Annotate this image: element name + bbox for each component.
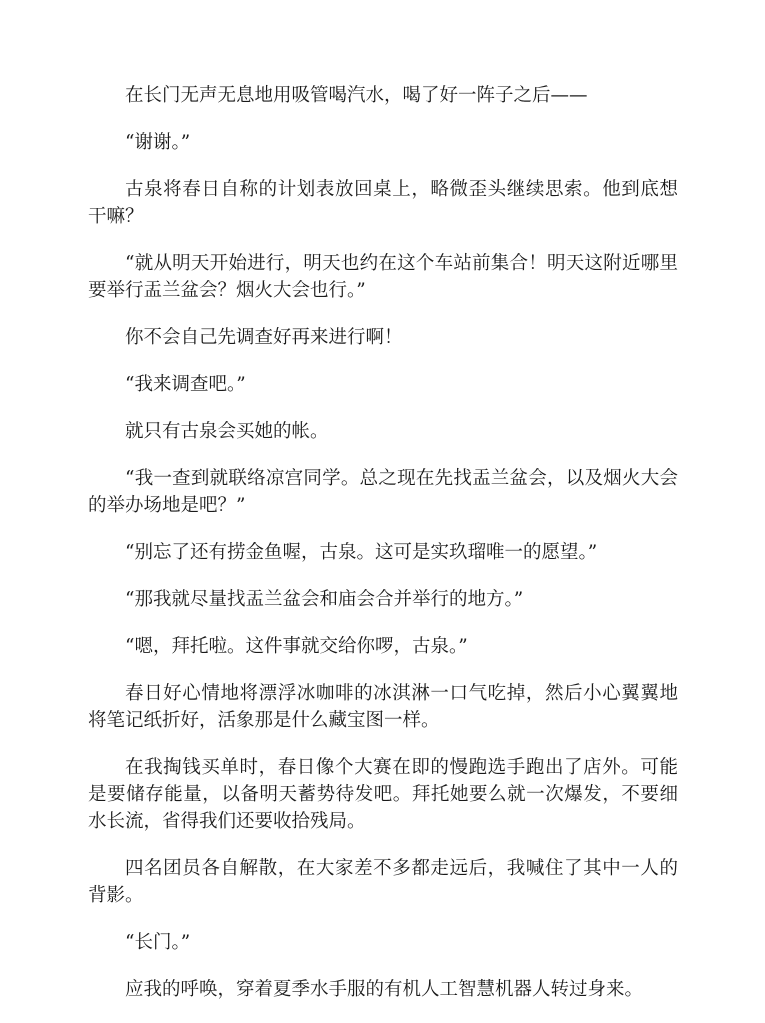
paragraph: 四名团员各自解散，在大家差不多都走远后，我喊住了其中一人的背影。 — [88, 858, 678, 906]
paragraph: “那我就尽量找盂兰盆会和庙会合并举行的地方。” — [125, 589, 524, 610]
paragraph: 在长门无声无息地用吸管喝汽水，喝了好一阵子之后—— — [125, 85, 588, 106]
paragraph: “嗯，拜托啦。这件事就交给你啰，古泉。” — [125, 636, 468, 657]
paragraph: “我一查到就联络凉宫同学。总之现在先找盂兰盆会，以及烟火大会的举办场地是吧？” — [88, 468, 678, 516]
paragraph: 应我的呼唤，穿着夏季水手服的有机人工智慧机器人转过身来。 — [125, 979, 644, 1000]
paragraph: “我来调查吧。” — [125, 374, 246, 395]
paragraph: 在我掏钱买单时，春日像个大赛在即的慢跑选手跑出了店外。可能是要储存能量，以备明天蓄势待发吧。拜托她要么就一次爆发，不要细水长流，省得我们还要收拾残局。 — [88, 757, 678, 832]
paragraph: 古泉将春日自称的计划表放回桌上，略微歪头继续思索。他到底想干嘛？ — [88, 179, 678, 227]
paragraph: “就从明天开始进行，明天也约在这个车站前集合！明天这附近哪里要举行盂兰盆会？烟火大会也行。” — [88, 253, 678, 301]
paragraph: 你不会自己先调查好再来进行啊！ — [125, 327, 403, 348]
paragraph: 就只有古泉会买她的帐。 — [125, 421, 329, 442]
document-body — [88, 82, 678, 1023]
paragraph: “谢谢。” — [125, 132, 191, 153]
paragraph: “别忘了还有捞金鱼喔，古泉。这可是实玖瑠唯一的愿望。” — [125, 542, 598, 563]
paragraph: “长门。” — [125, 932, 191, 953]
paragraph: 春日好心情地将漂浮冰咖啡的冰淇淋一口气吃掉，然后小心翼翼地将笔记纸折好，活象那是什么藏宝图一样。 — [88, 683, 678, 731]
